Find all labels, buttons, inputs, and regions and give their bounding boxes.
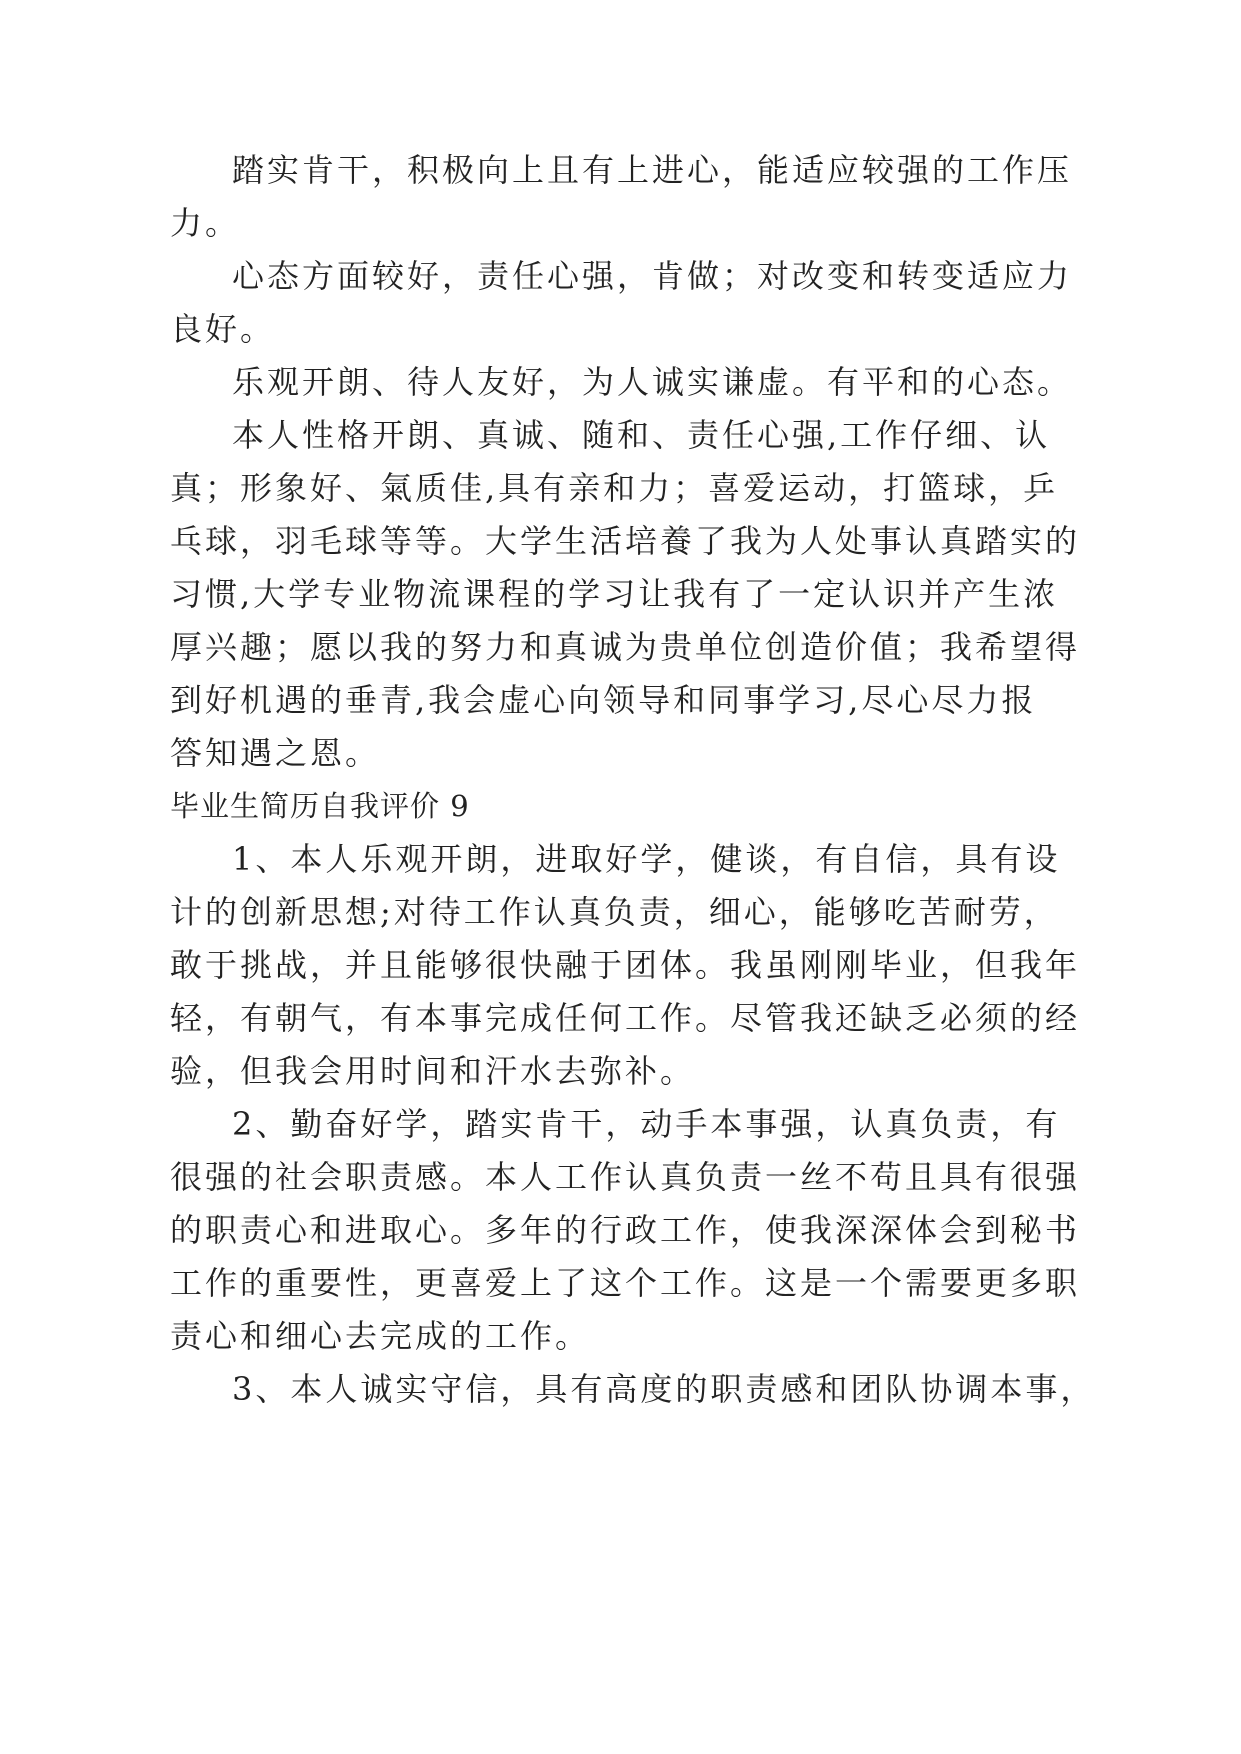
paragraph-2-line-1: 心态方面较好，责任心强，肯做；对改变和转变适应力	[232, 257, 1073, 295]
paragraph-4-line-2: 真；形象好、氣质佳,具有亲和力；喜爱运动，打篮球，乒	[170, 469, 1059, 507]
item-2-line-5: 责心和细心去完成的工作。	[170, 1317, 591, 1355]
item-3-line-1: 3、本人诚实守信，具有高度的职责感和团队协调本事，	[232, 1370, 1096, 1408]
item-2-line-1: 2、勤奋好学，踏实肯干，动手本事强，认真负责，有	[232, 1105, 1061, 1143]
paragraph-4-line-6: 到好机遇的垂青,我会虚心向领导和同事学习,尽心尽力报	[170, 681, 1037, 719]
item-2-line-4: 工作的重要性，更喜爱上了这个工作。这是一个需要更多职	[170, 1264, 1081, 1302]
item-1-line-5: 验，但我会用时间和汗水去弥补。	[170, 1052, 696, 1090]
section-heading: 毕业生简历自我评价 9	[170, 789, 470, 823]
paragraph-2-line-2: 良好。	[170, 310, 276, 348]
paragraph-1-line-1: 踏实肯干，积极向上且有上进心，能适应较强的工作压	[232, 151, 1073, 189]
item-1-line-1: 1、本人乐观开朗，进取好学，健谈，有自信，具有设	[232, 840, 1061, 878]
item-1-line-2: 计的创新思想;对待工作认真负责，细心，能够吃苦耐劳，	[170, 893, 1059, 931]
paragraph-4-line-1: 本人性格开朗、真诚、随和、责任心强,工作仔细、认	[232, 416, 1051, 454]
item-2-line-2: 很强的社会职责感。本人工作认真负责一丝不苟且具有很强	[170, 1158, 1081, 1196]
item-2-line-3: 的职责心和进取心。多年的行政工作，使我深深体会到秘书	[170, 1211, 1081, 1249]
paragraph-4-line-3: 乓球，羽毛球等等。大学生活培養了我为人处事认真踏实的	[170, 522, 1081, 560]
item-1-line-3: 敢于挑战，并且能够很快融于团体。我虽刚刚毕业，但我年	[170, 946, 1081, 984]
paragraph-4-line-7: 答知遇之恩。	[170, 734, 381, 772]
item-1-line-4: 轻，有朝气，有本事完成任何工作。尽管我还缺乏必须的经	[170, 999, 1081, 1037]
paragraph-1-line-2: 力。	[170, 204, 241, 242]
paragraph-4-line-4: 习惯,大学专业物流课程的学习让我有了一定认识并产生浓	[170, 575, 1059, 613]
paragraph-4-line-5: 厚兴趣；愿以我的努力和真诚为贵单位创造价值；我希望得	[170, 628, 1081, 666]
paragraph-3-line-1: 乐观开朗、待人友好，为人诚实谦虚。有平和的心态。	[232, 363, 1073, 401]
